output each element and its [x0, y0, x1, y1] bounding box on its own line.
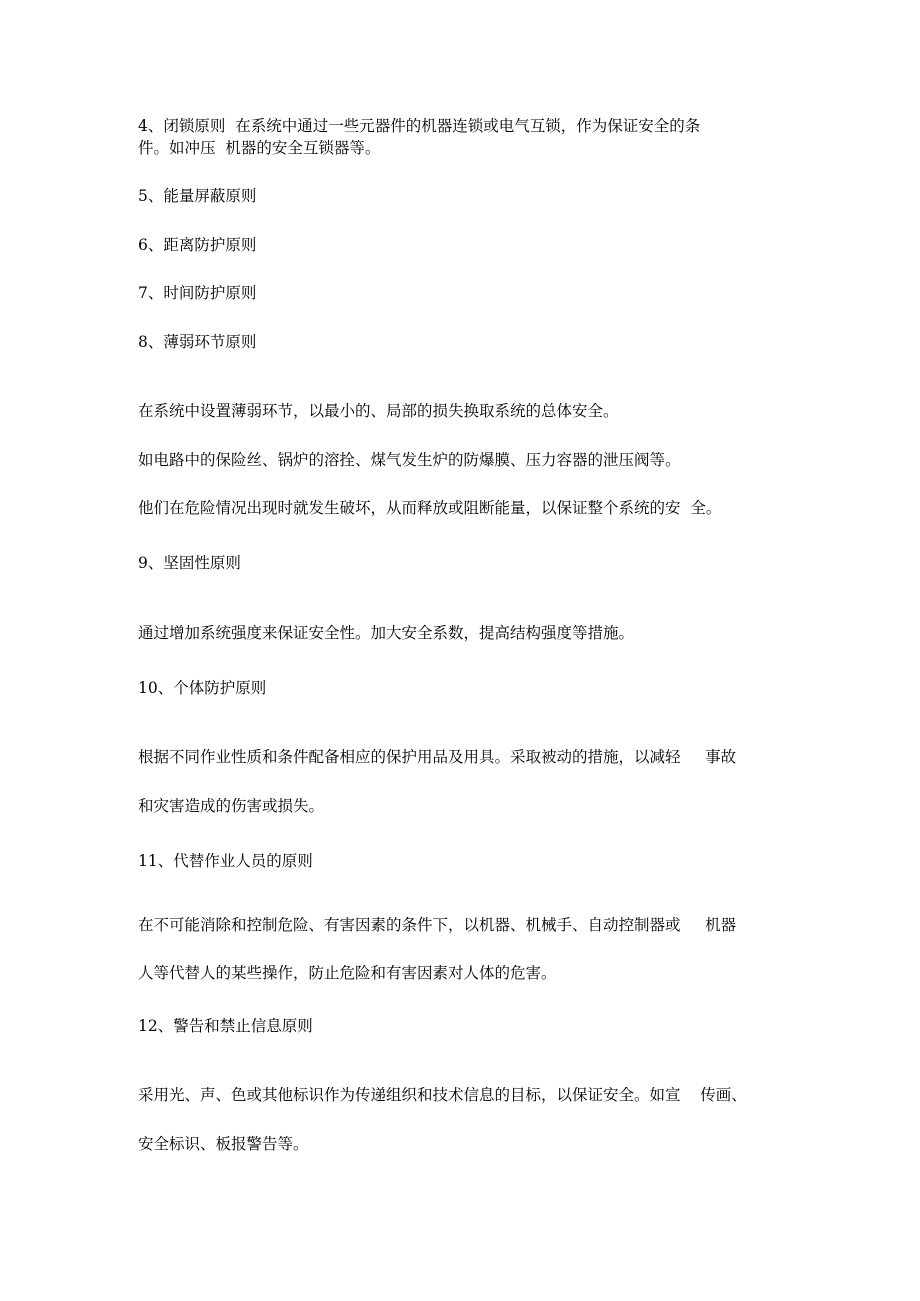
- principle-11-paragraph-line-1: 在不可能消除和控制危险、有害因素的条件下，以机器、机械手、自动控制器或 机器: [138, 916, 737, 934]
- principle-12-paragraph-line-1: 采用光、声、色或其他标识作为传递组织和技术信息的目标，以保证安全。如宣 传画、: [138, 1086, 747, 1104]
- principle-4-text-line-2: 件。如冲压 机器的安全互锁器等。: [138, 139, 381, 157]
- principle-11-paragraph-line-2: 人等代替人的某些操作，防止危险和有害因素对人体的危害。: [138, 964, 557, 982]
- principle-11-heading: 11、代替作业人员的原则: [138, 852, 313, 870]
- principle-6-heading: 6、距离防护原则: [138, 236, 257, 254]
- principle-7-heading: 7、时间防护原则: [138, 284, 257, 302]
- principle-8-paragraph-2: 如电路中的保险丝、锅炉的溶拴、煤气发生炉的防爆膜、压力容器的泄压阀等。: [138, 451, 681, 469]
- principle-9-paragraph: 通过增加系统强度来保证安全性。加大安全系数，提高结构强度等措施。: [138, 624, 635, 642]
- principle-10-paragraph-line-1: 根据不同作业性质和条件配备相应的保护用品及用具。采取被动的措施，以减轻 事故: [138, 748, 737, 766]
- principle-10-paragraph-line-2: 和灾害造成的伤害或损失。: [138, 797, 325, 815]
- principle-9-heading: 9、坚固性原则: [138, 554, 241, 572]
- principle-8-paragraph-3: 他们在危险情况出现时就发生破坏，从而释放或阻断能量，以保证整个系统的安 全。: [138, 499, 722, 517]
- principle-4-text-line-1: 4、闭锁原则 在系统中通过一些元器件的机器连锁或电气互锁，作为保证安全的条: [138, 117, 701, 135]
- principle-12-heading: 12、警告和禁止信息原则: [138, 1017, 313, 1035]
- principle-8-paragraph-1: 在系统中设置薄弱环节，以最小的、局部的损失换取系统的总体安全。: [138, 402, 619, 420]
- principle-12-paragraph-line-2: 安全标识、板报警告等。: [138, 1135, 309, 1153]
- principle-10-heading: 10、个体防护原则: [138, 679, 267, 697]
- principle-8-heading: 8、薄弱环节原则: [138, 333, 257, 351]
- principle-5-heading: 5、能量屏蔽原则: [138, 187, 257, 205]
